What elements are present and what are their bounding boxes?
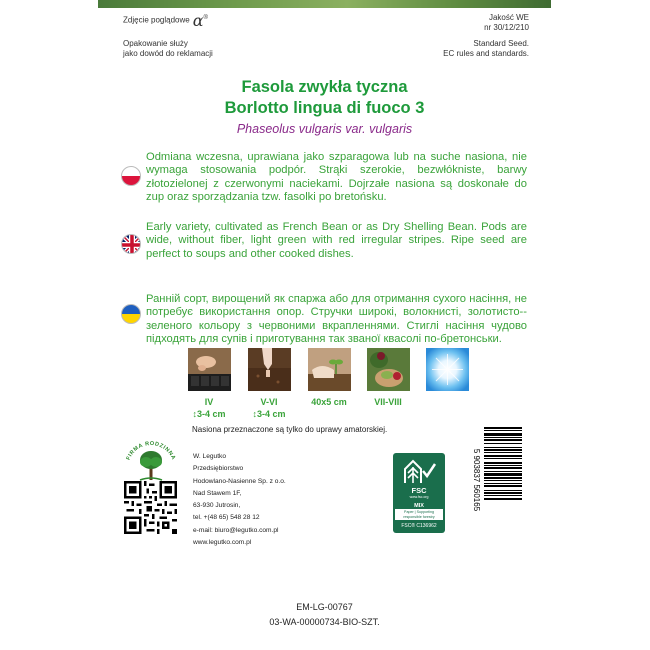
address-line: Przedsiębiorstwo (193, 465, 244, 473)
sowing-hand-icon (248, 348, 291, 391)
barcode-icon (468, 425, 522, 535)
amateur-note: Nasiona przeznaczone są tylko do uprawy amatorskiej. (192, 425, 388, 434)
fsc-tree-check-icon (393, 455, 445, 487)
address-line: Hodowlano-Nasienne Sp. z o.o. (193, 477, 286, 485)
barcode-bar (484, 437, 522, 438)
barcode-bar (484, 471, 522, 472)
barcode-bar (484, 443, 522, 444)
barcode-bar (484, 477, 522, 479)
preview-label (123, 10, 208, 30)
preview-text: Zdjęcie poglądowe (123, 15, 190, 25)
variety-name: Borlotto lingua di fuoco 3 (224, 99, 425, 117)
address-line: 63-930 Jutrosin, (193, 502, 241, 510)
fsc-label: FSC (411, 486, 427, 495)
barcode-bar (484, 495, 522, 496)
fsc-website: www.fsc.org (409, 495, 429, 499)
sowing-trays-icon (188, 348, 231, 391)
barcode-bar (484, 492, 522, 494)
barcode-number: 5 903837 560165 (472, 448, 481, 512)
quality-class: Jakość WE (488, 13, 529, 22)
cultivation-harvest (360, 396, 416, 408)
barcode-bar (484, 465, 522, 466)
barcode-bar (484, 480, 522, 481)
product-name: Fasola zwykła tyczna (241, 78, 408, 96)
fsc-logo (393, 453, 445, 533)
complaint-line-2: jako dowód do reklamacji (123, 49, 213, 58)
barcode-bar (484, 483, 522, 484)
barcode-bar (484, 498, 522, 500)
cultivation-outdoor-month (241, 396, 297, 420)
barcode-bar (484, 439, 522, 441)
harvest-label: VII-VIII (374, 397, 402, 407)
website-link[interactable]: www.legutko.com.pl (193, 539, 252, 547)
barcode-bar (484, 433, 522, 436)
address-line: W. Legutko (193, 453, 226, 460)
barcode-bar (484, 430, 522, 431)
description-pl: Odmiana wczesna, uprawiana jako szparagowa lub na suche nasiona, nie wymaga stosowania podpór. Strąki szerokie, bezwłókniste, barwy złotozielonej z czerwonymi naciekami. Dojrzałe nasiona są doskonałe do zup oraz sporządzania tzw. fasolki po bretońsku. (146, 151, 527, 204)
family-company-logo-icon (122, 438, 180, 486)
quality-number: nr 30/12/210 (484, 23, 529, 32)
outdoor-depth-label: ↕3-4 cm (252, 409, 286, 419)
poland-flag-icon (121, 166, 141, 186)
standard-line-1: Standard Seed. (473, 39, 529, 48)
sowing-month-label: IV (204, 397, 214, 407)
uk-flag-icon (121, 234, 141, 254)
logo-arc-text: FIRMA RODZINNA (125, 440, 177, 462)
registered-mark: ® (203, 15, 208, 21)
fsc-mix-label: MIX (414, 503, 424, 509)
outdoor-month-label: V-VI (260, 397, 278, 407)
cultivation-sowing-month (181, 396, 237, 420)
product-code: EM-LG-00767 (296, 602, 353, 612)
batch-code: 03-WA-00000734-BIO-SZT. (269, 617, 380, 627)
description-ua: Ранній сорт, вирощений як спаржа або для отримання сухого насіння, не потребує використання опор. Стручки широкі, волокнисті, золотисто--зеленого кольору з червоними вкрапленнями. Стиглі насіння чудово підходять для супів і приготування так званої квасолі по-бретонськи. (146, 293, 527, 346)
barcode-bar (484, 427, 522, 429)
barcode-bar (484, 473, 522, 476)
ukraine-flag-icon (121, 304, 141, 324)
description-en: Early variety, cultivated as French Bean or as Dry Shelling Bean. Pods are wide, without fiber, light green with red irregular stripes. Ripe seed are perfect to soups and other cooked dishes. (146, 221, 527, 260)
spacing-label: 40x5 cm (311, 397, 347, 407)
barcode-bar (484, 449, 522, 451)
address-line: Nad Stawem 1F, (193, 489, 242, 497)
email-link[interactable]: e-mail: biuro@legutko.com.pl (193, 526, 279, 534)
latin-name: Phaseolus vulgaris var. vulgaris (236, 122, 413, 136)
barcode-bar (484, 447, 522, 448)
barcode-bar (484, 490, 522, 491)
seedling-hand-icon (308, 348, 351, 391)
barcode-bar (484, 458, 522, 459)
complaint-note (123, 39, 213, 59)
fsc-code: FSC® C136962 (401, 523, 437, 529)
alpha-logo-icon: α (192, 10, 204, 30)
phone-line: tel. +(48 65) 548 28 12 (193, 514, 260, 522)
barcode-bar (484, 452, 522, 453)
barcode-bar (484, 462, 522, 464)
standard-note (443, 39, 529, 59)
product-photo-strip (98, 0, 551, 8)
barcode-bar (484, 485, 522, 487)
barcode-bar (484, 455, 522, 457)
complaint-line-1: Opakowanie służy (123, 39, 188, 48)
harvest-vegetables-icon (367, 348, 410, 391)
fsc-subtext: Paper | Supporting responsible forestry (395, 509, 443, 520)
barcode-bar (484, 467, 522, 469)
sowing-depth-label: ↕3-4 cm (192, 409, 226, 419)
qr-code-icon[interactable] (124, 481, 177, 534)
quality-info (484, 13, 529, 33)
sun-icon (426, 348, 469, 391)
company-address (193, 451, 286, 549)
standard-line-2: EC rules and standards. (443, 49, 529, 58)
cultivation-spacing (301, 396, 357, 408)
